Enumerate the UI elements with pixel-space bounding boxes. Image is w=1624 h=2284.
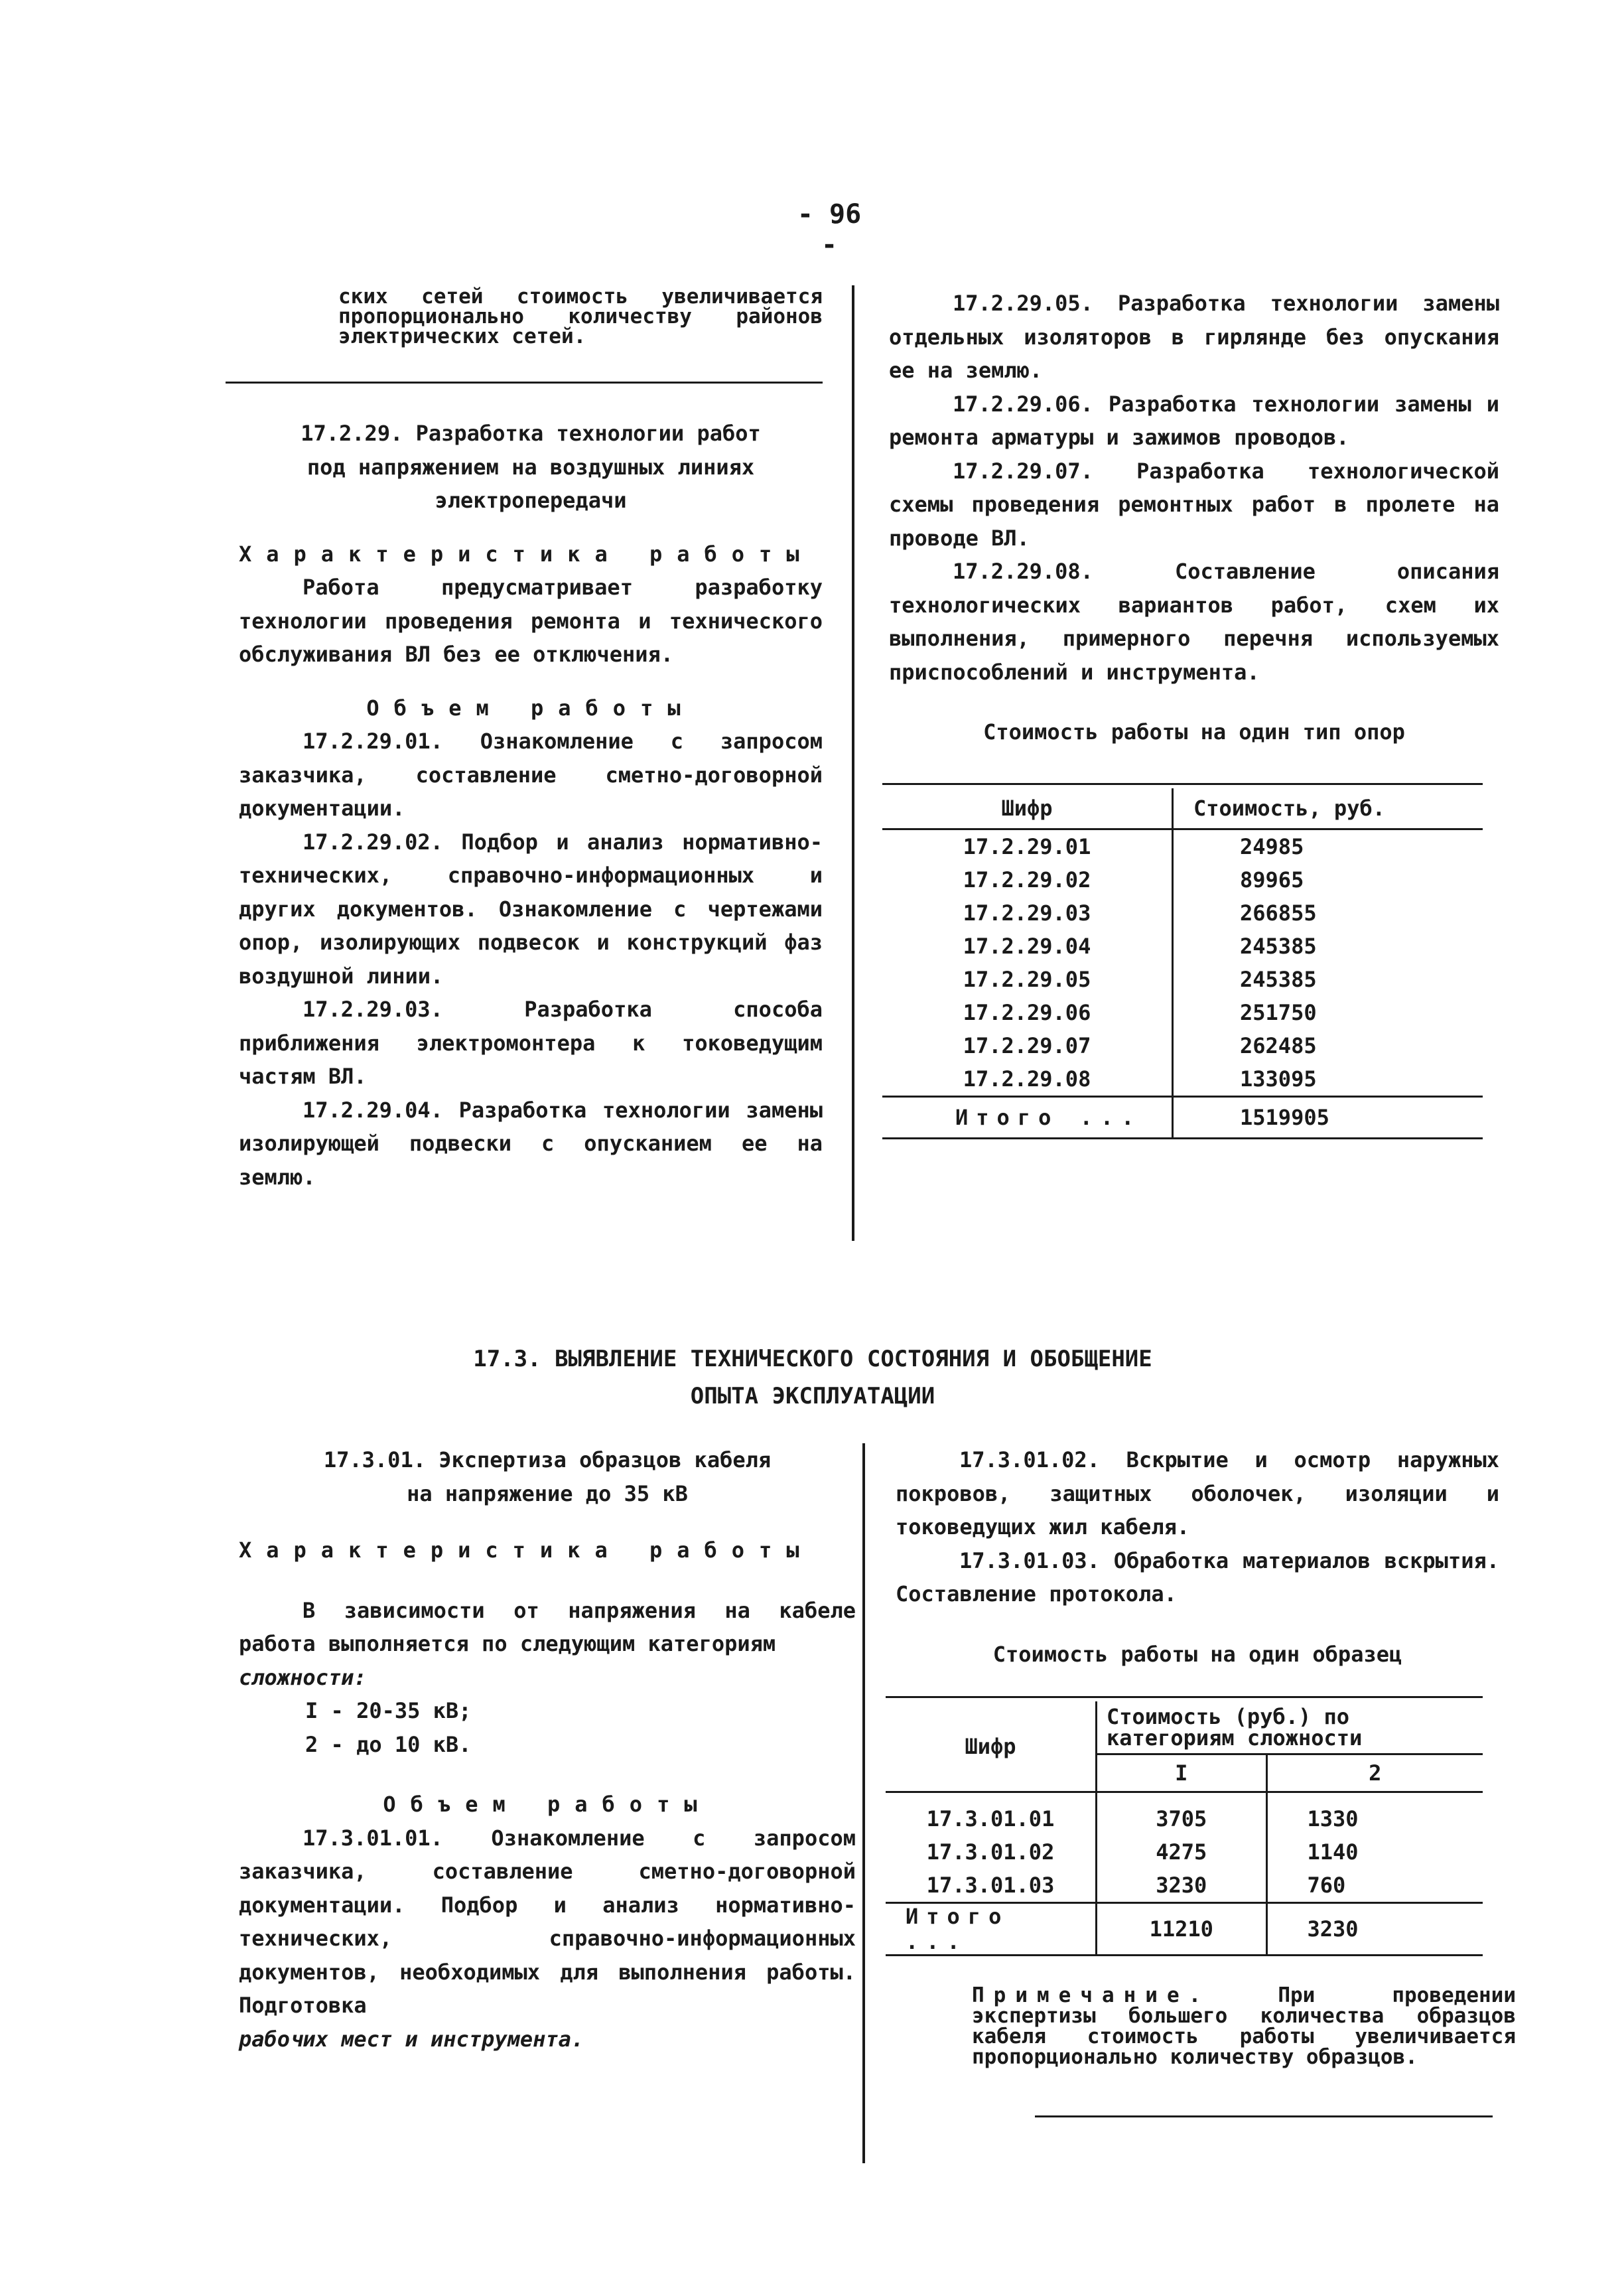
th-cat-2: 2 [1266, 1754, 1483, 1792]
page-number: - 96 - [797, 199, 862, 260]
table-row [886, 1792, 1483, 1836]
subsection-title: под напряжением на воздушных линиях [306, 454, 755, 480]
carry-text: ских сетей стоимость увеличивается пропорционально количеству районов электрических сетей. [338, 285, 823, 348]
work-item: 17.2.29.01. Ознакомление с запросом заказчика, составление сметно-договорной документации. [239, 729, 823, 821]
subsection-title: 17.3.01. Экспертиза образцов кабеля [323, 1447, 772, 1472]
th-code: Шифр [882, 788, 1173, 829]
cell-code: 17.2.29.04 [882, 930, 1173, 963]
table-caption: Стоимость работы на один тип опор [983, 719, 1405, 745]
bottom-left-column [239, 1443, 856, 2056]
section-title-line: 17.3. ВЫЯВЛЕНИЕ ТЕХНИЧЕСКОГО СОСТОЯНИЯ И ОБОБЩЕНИЕ [473, 1346, 1152, 1372]
cell-cost: 251750 [1240, 1000, 1317, 1025]
char-text: Работа предусматривает разработку технологии проведения ремонта и технического обслуживания ВЛ без ее отключения. [239, 575, 823, 667]
work-item: 17.2.29.06. Разработка технологии замены и ремонта арматуры и зажимов проводов. [889, 391, 1499, 450]
cell-cost: 262485 [1240, 1033, 1317, 1058]
cell-cat-1: 3230 [1097, 1869, 1267, 1903]
table-row [882, 1029, 1483, 1062]
work-item-italic: рабочих мест и инструмента. [239, 2026, 584, 2052]
th-cat-1: I [1097, 1754, 1267, 1792]
divider [226, 382, 823, 384]
note-rule [1035, 2115, 1493, 2117]
work-item: 17.3.01.02. Вскрытие и осмотр наружных покровов, защитных оболочек, изоляции и токоведущих жил кабеля. [896, 1447, 1499, 1539]
cell-cat-2: 760 [1266, 1869, 1483, 1903]
category-item: I - 20-35 кВ; [305, 1698, 472, 1723]
table-caption: Стоимость работы на один образец [992, 1641, 1402, 1667]
section-title-line: ОПЫТА ЭКСПЛУАТАЦИИ [690, 1383, 935, 1409]
cell-cost: 89965 [1240, 867, 1304, 892]
top-left-body [239, 417, 823, 1194]
section-title [265, 1340, 1360, 1415]
cell-code: 17.2.29.05 [882, 963, 1173, 996]
table-row [882, 963, 1483, 996]
work-item: 17.2.29.02. Подбор и анализ нормативно-технических, справочно-информационных и других документов. Ознакомление с чертежами опор, изолирующих подвесок и конструкций фаз воздушной линии. [239, 829, 823, 989]
total-label: Итого ... [882, 1097, 1173, 1139]
work-item: 17.2.29.04. Разработка технологии замены изолирующей подвески с опусканием ее на землю. [239, 1097, 823, 1190]
table-top-rule [886, 1696, 1483, 1698]
cell-cat-1: 3705 [1097, 1792, 1267, 1836]
table-top-rule [882, 783, 1483, 785]
total-value: 1519905 [1173, 1097, 1483, 1139]
cell-cost: 245385 [1240, 967, 1317, 992]
subsection-title: 17.2.29. Разработка технологии работ [301, 421, 761, 446]
cell-code: 17.2.29.03 [882, 896, 1173, 930]
cell-cost: 133095 [1173, 1062, 1483, 1097]
total-label: Итого ... [886, 1903, 1097, 1956]
char-heading: Характеристика работы [239, 1537, 814, 1563]
work-item: 17.2.29.07. Разработка технологической схемы проведения ремонтных работ в пролете на проводе ВЛ. [889, 458, 1499, 551]
work-item: 17.3.01.01. Ознакомление с запросом заказчика, составление сметно-договорной документации. Подбор и анализ нормативно-технических, справочно-информационных документов, необходимых для выполнения работы. Подготовка [239, 1825, 856, 2018]
subsection-title: на напряжение до 35 кВ [407, 1480, 688, 1506]
table-total-row [886, 1903, 1483, 1956]
table-header-row [882, 788, 1483, 829]
work-item: 17.3.01.03. Обработка материалов вскрытия. Составление протокола. [896, 1547, 1499, 1606]
total-cat-2: 3230 [1266, 1903, 1483, 1956]
bottom-right-column [896, 1443, 1499, 1671]
cell-cat-2: 1140 [1307, 1839, 1359, 1865]
cost-table [882, 788, 1483, 1139]
cell-code: 17.2.29.08 [882, 1062, 1173, 1097]
table-row [882, 930, 1483, 963]
cell-code: 17.3.01.02 [886, 1835, 1097, 1869]
cell-code: 17.3.01.01 [886, 1792, 1097, 1836]
table-row [882, 896, 1483, 930]
scope-heading: Объем работы [366, 695, 695, 721]
table-row [882, 996, 1483, 1029]
char-heading: Характеристика работы [239, 541, 814, 567]
th-cost: Стоимость, руб. [1173, 788, 1483, 829]
cell-code: 17.2.29.07 [882, 1029, 1173, 1062]
char-text: В зависимости от напряжения на кабеле работа выполняется по следующим категориям [239, 1597, 856, 1656]
note-label: Примечание [972, 1983, 1189, 2007]
cell-cat-2: 1330 [1307, 1806, 1359, 1831]
table-total-row [882, 1097, 1483, 1139]
th-cost: Стоимость (руб.) по категориям сложности [1097, 1701, 1483, 1754]
work-item: 17.2.29.08. Составление описания технологических вариантов работ, схем их выполнения, примерного перечня используемых приспособлений и инструмента. [889, 559, 1499, 685]
char-text-italic: сложности: [239, 1664, 367, 1690]
cell-cost: 24985 [1240, 834, 1304, 859]
th-code: Шифр [886, 1701, 1097, 1792]
column-divider [852, 285, 854, 1241]
cell-code: 17.2.29.01 [882, 829, 1173, 864]
work-item: 17.2.29.05. Разработка технологии замены отдельных изоляторов в гирлянде без опускания ее на землю. [889, 291, 1499, 383]
scope-heading: Объем работы [383, 1792, 712, 1817]
cell-code: 17.2.29.06 [882, 996, 1173, 1029]
top-left-column [239, 287, 823, 346]
note-text: . При проведении экспертизы большего количества образцов кабеля стоимость работы увеличивается пропорционально количеству образцов. [972, 1983, 1516, 2069]
cell-code: 17.3.01.03 [886, 1869, 1097, 1903]
table-row [882, 863, 1483, 896]
total-cat-1: 11210 [1097, 1903, 1267, 1956]
table-note [972, 1985, 1516, 2068]
table-header-row [886, 1701, 1483, 1754]
cell-code: 17.2.29.02 [882, 863, 1173, 896]
subsection-title: электропередачи [435, 488, 627, 513]
table-row [882, 1062, 1483, 1097]
cell-cat-1: 4275 [1097, 1835, 1267, 1869]
column-divider [862, 1443, 865, 2163]
sample-cost-table [886, 1701, 1483, 1956]
table-row [882, 829, 1483, 864]
work-item: 17.2.29.03. Разработка способа приближения электромонтера к токоведущим частям ВЛ. [239, 997, 823, 1089]
top-right-column [889, 287, 1499, 749]
category-item: 2 - до 10 кВ. [305, 1731, 472, 1757]
table-row [886, 1835, 1483, 1869]
cell-cost: 245385 [1240, 934, 1317, 959]
cell-cost: 266855 [1240, 900, 1317, 926]
table-row [886, 1869, 1483, 1903]
